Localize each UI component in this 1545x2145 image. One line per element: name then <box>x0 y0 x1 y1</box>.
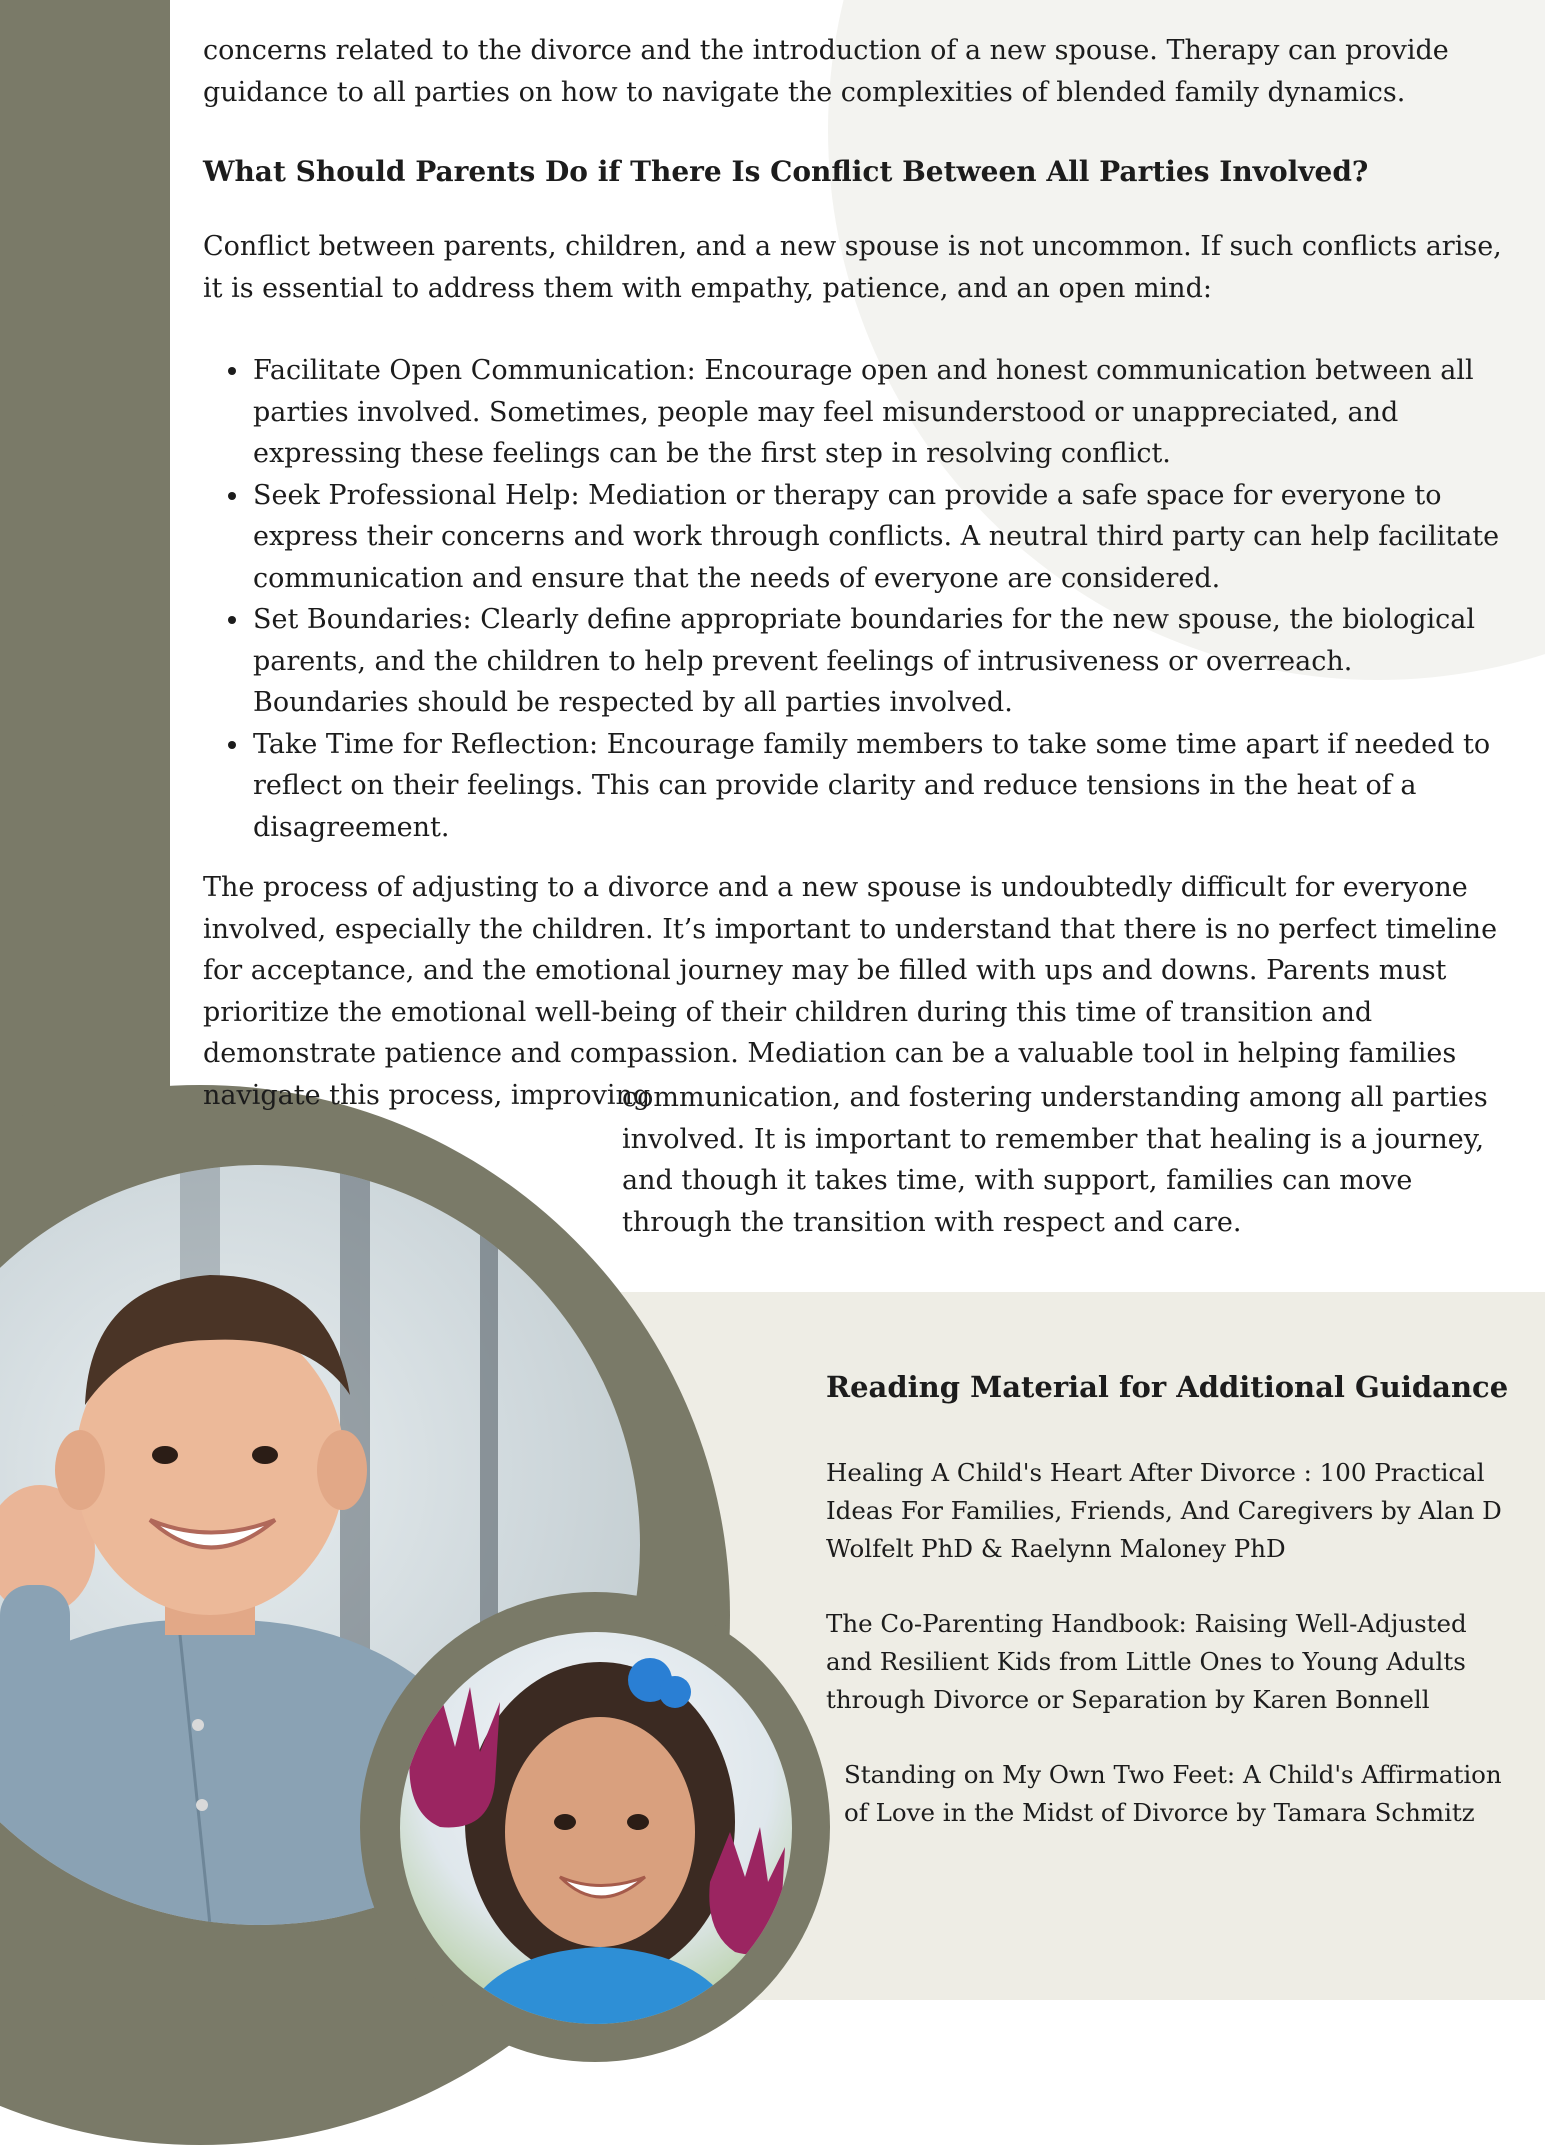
closing-paragraph-part2: communication, and fostering understanding among all parties involved. It is important to remember that healing is a journey, and though it takes time, with support, families can move through the transition with respect and care. <box>622 1082 1488 1238</box>
book-entry: Standing on My Own Two Feet: A Child's Affirmation of Love in the Midst of Divorce by Tamara Schmitz <box>844 1760 1502 1827</box>
list-item-open-communication: • Facilitate Open Communication: Encourage open and honest communication between all parties involved. Sometimes, people may feel misunderstood or unappreciated, and expressing these feelings can be the first step in resolving conflict. <box>251 350 1513 475</box>
list-item-set-boundaries: • Set Boundaries: Clearly define appropriate boundaries for the new spouse, the biological parents, and the children to help prevent feelings of intrusiveness or overreach. Boundaries should be respected by all parties involved. <box>251 599 1513 724</box>
closing-paragraph-part1: The process of adjusting to a divorce and a new spouse is undoubtedly difficult for everyone involved, especially the children. It’s important to understand that there is no perfect timeline for acceptance, and the emotional journey may be filled with ups and downs. Parents must prioritize the emotional well-being of their children during this time of transition and demonstrate patience and compassion. Mediation can be a valuable tool in helping families navigate this process, improving <box>203 872 1498 1111</box>
girl-photo <box>400 1632 792 2024</box>
girl-illustration <box>400 1632 792 2024</box>
conflict-lead-paragraph: Conflict between parents, children, and a new spouse is not uncommon. If such conflicts arise, it is essential to address them with empathy, patience, and an open mind: <box>203 231 1502 304</box>
conflict-list <box>203 350 1513 848</box>
intro-paragraph: concerns related to the divorce and the introduction of a new spouse. Therapy can provide guidance to all parties on how to navigate the complexities of blended family dynamics. <box>203 35 1449 108</box>
article-body <box>203 30 1513 848</box>
list-item-professional-help: • Seek Professional Help: Mediation or therapy can provide a safe space for everyone to express their concerns and work through conflicts. A neutral third party can help facilitate communication and ensure that the needs of everyone are considered. <box>251 475 1513 600</box>
reading-title: Reading Material for Additional Guidance <box>826 1370 1509 1404</box>
conflict-heading: What Should Parents Do if There Is Conflict Between All Parties Involved? <box>203 155 1369 188</box>
book-entry: Healing A Child's Heart After Divorce : 100 Practical Ideas For Families, Friends, And Caregivers by Alan D Wolfelt PhD & Raelynn Maloney PhD <box>826 1458 1502 1563</box>
list-item-reflection: • Take Time for Reflection: Encourage family members to take some time apart if needed to reflect on their feelings. This can provide clarity and reduce tensions in the heat of a disagreement. <box>251 724 1513 849</box>
book-entry: The Co-Parenting Handbook: Raising Well-Adjusted and Resilient Kids from Little Ones to Young Adults through Divorce or Separation by Karen Bonnell <box>826 1609 1467 1714</box>
reading-material-section <box>826 1370 1516 1869</box>
